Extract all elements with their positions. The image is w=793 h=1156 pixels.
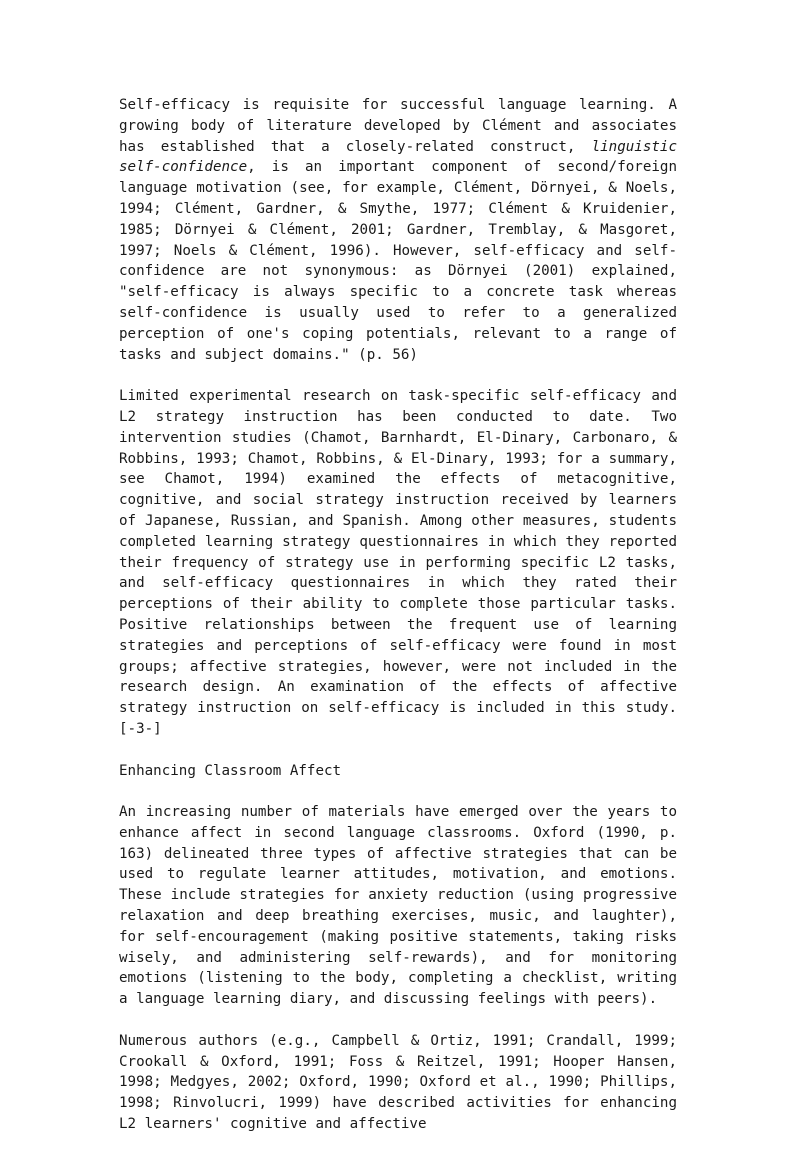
document-body [119,95,677,1156]
section-heading: Enhancing Classroom Affect [119,762,342,779]
paragraph-strategy-research: Limited experimental research on task-specific self-efficacy and L2 strategy instruction has been conducted to date. Two intervention studies (Chamot, Barnhardt, El-Dinary, Carbonaro, & Robbins, 1993; Chamot, Robbins, & El-Dinary, 1993; for a summary, see Chamot, 1994) examined the effects of metacognitive, cognitive, and social strategy instruction received by learners of Japanese, Russian, and Spanish. Among other measures, students completed learning strategy questionnaires in which they reported their frequency of strategy use in performing specific L2 tasks, and self-efficacy questionnaires in which they rated their perceptions of their ability to complete those particular tasks. Positive relationships between the frequent use of learning strategies and perceptions of self-efficacy were found in most groups; affective strategies, however, were not included in the research design. An examination of the effects of affective strategy instruction on self-efficacy is included in this study. [-3-] [119,388,677,737]
paragraph-self-efficacy [119,95,677,365]
paragraph-text-end: , is an important component of second/foreign language motivation (see, for example, Clément, Dörnyei, & Noels, 1994; Clément, Gardner, & Smythe, 1977; Clément & Kruidenier, 1985; Dörnyei & Clément, 2001; Gardner, Tremblay, & Masgoret, 1997; Noels & Clément, 1996). However, self-efficacy and self-confidence are not synonymous: as Dörnyei (2001) explained, "self-efficacy is always specific to a concrete task whereas self-confidence is usually used to refer to a generalized perception of one's coping potentials, relevant to a range of tasks and subject domains." (p. 56) [119,159,677,363]
emphasis-term: linguistic self-confidence [119,138,677,176]
paragraph-affect-materials: An increasing number of materials have emerged over the years to enhance affect in second language classrooms. Oxford (1990, p. 163) delineated three types of affective strategies that can be used to regulate learner attitudes, motivation, and emotions. These include strategies for anxiety reduction (using progressive relaxation and deep breathing exercises, music, and laughter), for self-encouragement (making positive statements, taking risks wisely, and administering self-rewards), and for monitoring emotions (listening to the body, completing a checklist, writing a language learning diary, and discussing feelings with peers). [119,804,677,1008]
paragraph-numerous-authors: Numerous authors (e.g., Campbell & Ortiz, 1991; Crandall, 1999; Crookall & Oxford, 1991; Foss & Reitzel, 1991; Hooper Hansen, 1998; Medgyes, 2002; Oxford, 1990; Oxford et al., 1990; Phillips, 1998; Rinvolucri, 1999) have described activities for enhancing L2 learners' cognitive and affective [119,1032,677,1133]
paragraph-text-start: Self-efficacy is requisite for successful language learning. A growing body of literature developed by Clément and associates has established that a closely-related construct, [119,97,677,155]
